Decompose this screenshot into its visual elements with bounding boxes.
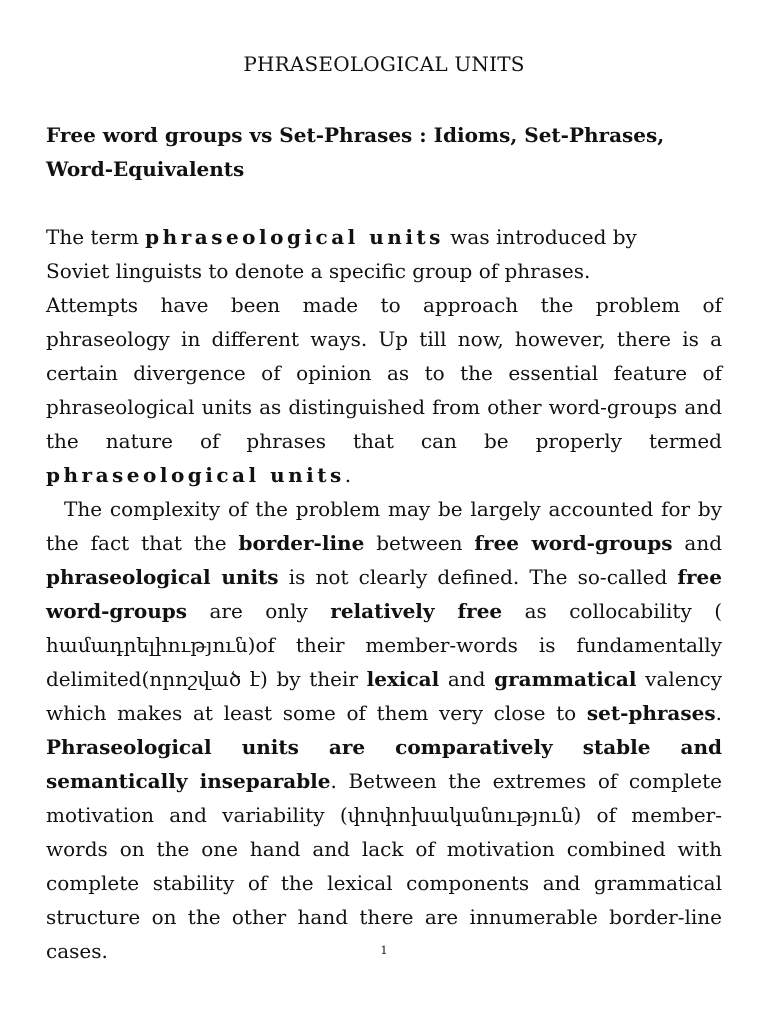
- paragraph-text: between: [364, 531, 475, 555]
- bold-statement: Phraseological units are comparatively stable and semantically inseparable: [46, 735, 722, 793]
- paragraph-text: are only: [187, 599, 331, 623]
- paragraph-text: The complexity of the problem may be largely accounted for by the fact that the: [46, 497, 722, 555]
- paragraph-text: as collocability ( համադրելիություն)of their member-words is fundamentally delimited(որոշված է) by their: [46, 599, 722, 691]
- section-heading: Free word groups vs Set-Phrases : Idioms, Set-Phrases, Word-Equivalents: [46, 123, 665, 181]
- paragraph-text: was introduced by Soviet linguists to denote a specific group of phrases.: [46, 225, 637, 283]
- paragraph-complexity: [46, 492, 722, 968]
- paragraph-attempts: [46, 288, 722, 492]
- bold-term: lexical: [366, 667, 440, 691]
- paragraph-text: is not clearly defined. The so-called: [278, 565, 678, 589]
- page-title: PHRASEOLOGICAL UNITS: [243, 52, 525, 76]
- paragraph-text: .: [715, 701, 722, 725]
- bold-term: set-phrases: [586, 701, 716, 725]
- bold-term: relatively free: [330, 599, 503, 623]
- paragraph-text: . Between the extremes of complete motivation and variability (փոփոխականություն) of member-words on the one hand and lack of motivation combined with complete stability of the lexical components and grammatical structure on the other hand there are innumerable border-line cases.: [46, 769, 722, 963]
- term-emphasis: phraseological units: [145, 225, 444, 249]
- page-number: 1: [380, 944, 388, 957]
- bold-term: grammatical: [494, 667, 637, 691]
- bold-term: free word-groups: [474, 531, 673, 555]
- bold-term: phraseological units: [46, 565, 279, 589]
- paragraph-text: valency which makes at least some of them very close to: [46, 667, 722, 725]
- paragraph-text: .: [344, 463, 352, 487]
- bold-term: border-line: [238, 531, 365, 555]
- paragraph-text: and: [672, 531, 722, 555]
- bold-term: free word-groups: [46, 565, 722, 623]
- paragraph-definition: [46, 220, 722, 288]
- term-emphasis: phraseological units: [46, 463, 345, 487]
- body-text: [46, 220, 722, 968]
- paragraph-text: and: [439, 667, 495, 691]
- paragraph-text: The term: [46, 225, 146, 249]
- paragraph-text: Attempts have been made to approach the problem of phraseology in different ways. Up till now, however, there is a certain divergence of opinion as to the essential feature of phraseological units as distinguished from other word-groups and the nature of phrases that can be properly termed: [46, 293, 722, 453]
